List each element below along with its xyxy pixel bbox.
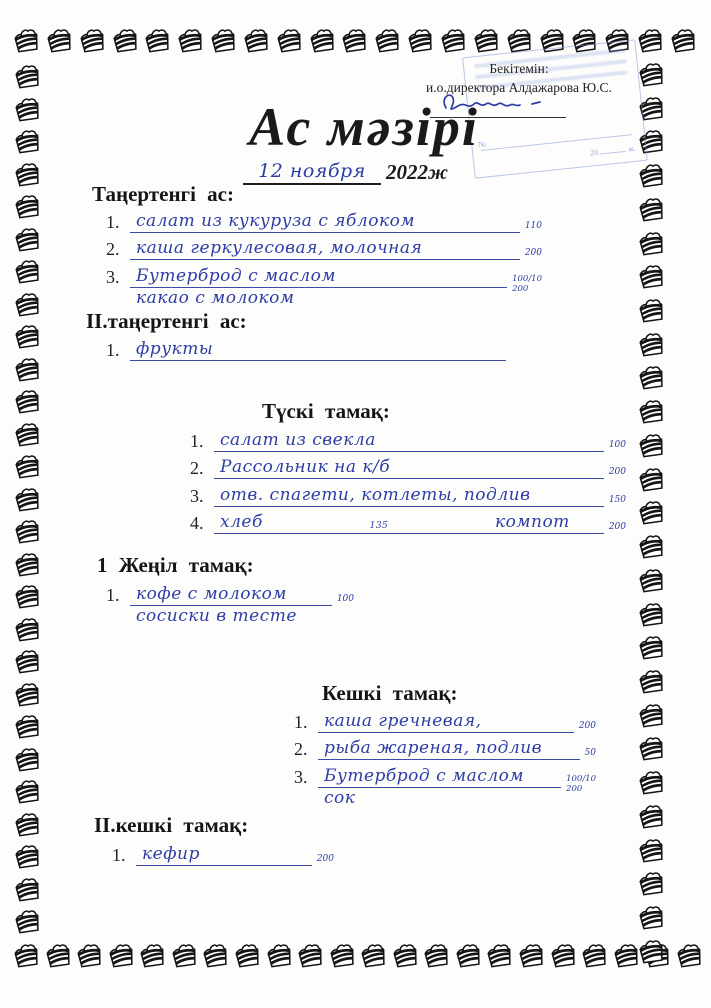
- cake-slice-icon: [43, 24, 76, 57]
- item-number: 1.: [294, 711, 308, 732]
- item-text: рыба жареная, подлив: [318, 738, 580, 760]
- cake-slice-icon: [635, 294, 668, 327]
- cake-slice-icon: [11, 775, 44, 808]
- stamp-number-label: №: [477, 139, 487, 150]
- cake-slice-icon: [11, 580, 44, 613]
- item-text: салат из кукуруза с яблоком: [130, 211, 520, 233]
- menu-item: [294, 705, 596, 733]
- cake-slice-icon: [635, 699, 668, 732]
- cake-slice-icon: [11, 515, 44, 548]
- cake-slice-icon: [635, 732, 668, 765]
- cake-slice-icon: [326, 939, 359, 972]
- cake-slice-icon: [11, 613, 44, 646]
- cake-slice-icon: [42, 939, 75, 972]
- approval-director: и.о.директора Алдажарова Ю.С.: [426, 79, 612, 95]
- portion-weight: 100: [336, 593, 354, 604]
- menu-item-continuation: [294, 788, 596, 809]
- section-heading-second-breakfast: ІІ.таңертенгі ас:: [86, 309, 247, 333]
- menu-item-continuation: [106, 606, 354, 627]
- cake-slice-icon: [76, 24, 109, 57]
- cake-slice-icon: [11, 385, 44, 418]
- cake-slice-icon: [141, 24, 174, 57]
- cake-slice-icon: [547, 939, 580, 972]
- portion-weight: 100/10 200: [512, 274, 542, 295]
- cake-slice-icon: [11, 710, 44, 743]
- cake-slice-icon: [11, 320, 44, 353]
- cake-slice-icon: [470, 24, 503, 57]
- cake-slice-icon: [11, 645, 44, 678]
- cake-slice-icon: [73, 939, 106, 972]
- portion-weight: 200: [316, 853, 334, 864]
- portion-weight: 200: [578, 720, 596, 731]
- cake-slice-icon: [168, 939, 201, 972]
- menu-item: [106, 578, 354, 606]
- cake-slice-icon: [11, 125, 44, 158]
- cake-slice-icon: [11, 678, 44, 711]
- item-text: сок: [324, 787, 356, 808]
- second-breakfast-items: [106, 333, 506, 361]
- cake-slice-icon: [635, 395, 668, 428]
- menu-item: [106, 233, 542, 261]
- portion-weight: 200: [608, 522, 626, 532]
- cake-slice-icon: [11, 190, 44, 223]
- cake-slice-icon: [306, 24, 339, 57]
- item-text: Бутерброд с маслом: [318, 766, 561, 788]
- cake-slice-icon: [673, 939, 706, 972]
- cake-slice-icon: [240, 24, 273, 57]
- section-heading-breakfast: Таңертенгі ас:: [92, 182, 234, 206]
- item-text: какао с молоком: [136, 287, 295, 308]
- date-year-printed: 2022ж: [386, 160, 448, 184]
- cake-slice-icon: [635, 631, 668, 664]
- portion-weight: 200: [524, 248, 542, 258]
- cake-slice-icon: [207, 24, 240, 57]
- cake-slice-icon: [635, 362, 668, 395]
- cake-slice-icon: [635, 867, 668, 900]
- menu-item-continuation: [106, 288, 542, 309]
- bread-weight: 135: [369, 521, 389, 531]
- menu-item: [106, 260, 542, 295]
- border-bottom: [12, 941, 704, 973]
- portion-weight: 100: [608, 439, 626, 450]
- item-number: 1.: [106, 339, 120, 360]
- cake-slice-icon: [635, 901, 668, 934]
- cake-slice-icon: [634, 24, 667, 57]
- menu-item: [294, 760, 596, 795]
- portion-weight: 200: [608, 467, 626, 477]
- menu-item: [190, 424, 626, 452]
- cake-slice-icon: [635, 496, 668, 529]
- cake-slice-icon: [437, 24, 470, 57]
- item-number: 2.: [190, 458, 204, 478]
- cake-slice-icon: [11, 743, 44, 776]
- lunch-items: [190, 424, 626, 534]
- cake-slice-icon: [11, 255, 44, 288]
- page-title: Ас мәзірі: [249, 97, 479, 157]
- cake-slice-icon: [635, 665, 668, 698]
- border-left: [13, 62, 45, 936]
- cake-slice-icon: [11, 483, 44, 516]
- cake-slice-icon: [635, 598, 668, 631]
- cake-slice-icon: [11, 223, 44, 256]
- item-number: 1.: [106, 584, 120, 605]
- cake-slice-icon: [10, 939, 43, 972]
- cake-slice-icon: [357, 939, 390, 972]
- cake-slice-icon: [667, 24, 700, 57]
- section-heading-light-meal: 1 Жеңіл тамақ:: [97, 553, 254, 577]
- cake-slice-icon: [578, 939, 611, 972]
- section-heading-lunch: Түскі тамақ:: [262, 399, 390, 423]
- cake-slice-icon: [263, 939, 296, 972]
- second-dinner-items: [112, 838, 334, 866]
- cake-slice-icon: [635, 530, 668, 563]
- cake-slice-icon: [635, 159, 668, 192]
- portion-weight: 100/10 200: [566, 774, 596, 795]
- cake-slice-icon: [389, 939, 422, 972]
- cake-slice-icon: [109, 24, 142, 57]
- item-text: хлеб 135 компот: [214, 512, 604, 534]
- approval-label: Бекітемін:: [489, 61, 549, 76]
- item-text: фрукты: [130, 339, 506, 361]
- cake-slice-icon: [11, 60, 44, 93]
- cake-slice-icon: [11, 353, 44, 386]
- date-line: [243, 160, 448, 185]
- cake-slice-icon: [484, 939, 517, 972]
- cake-slice-icon: [635, 935, 668, 968]
- cake-slice-icon: [11, 905, 44, 938]
- cake-slice-icon: [294, 939, 327, 972]
- item-text: отв. спагети, котлеты, подлив: [214, 485, 604, 507]
- portion-weight: 150: [608, 494, 626, 505]
- date-handwritten: 12 ноября: [243, 160, 381, 185]
- menu-item: [294, 733, 596, 761]
- cake-slice-icon: [11, 288, 44, 321]
- cake-slice-icon: [105, 939, 138, 972]
- cake-slice-icon: [452, 939, 485, 972]
- stamp-year: 20 ж.: [589, 143, 637, 158]
- menu-item: [106, 333, 506, 361]
- cake-slice-icon: [199, 939, 232, 972]
- cake-slice-icon: [11, 808, 44, 841]
- cake-slice-icon: [136, 939, 169, 972]
- item-text: салат из свекла: [214, 430, 604, 452]
- cake-slice-icon: [11, 873, 44, 906]
- item-number: 2.: [294, 739, 308, 759]
- item-text: кефир: [136, 844, 312, 866]
- cake-slice-icon: [11, 158, 44, 191]
- cake-slice-icon: [231, 939, 264, 972]
- item-number: 3.: [294, 766, 308, 787]
- cake-slice-icon: [515, 939, 548, 972]
- cake-slice-icon: [371, 24, 404, 57]
- menu-item: [112, 838, 334, 866]
- item-number: 3.: [190, 485, 204, 506]
- item-number: 4.: [190, 513, 204, 533]
- cake-slice-icon: [635, 193, 668, 226]
- item-number: 1.: [190, 430, 204, 451]
- cake-slice-icon: [635, 463, 668, 496]
- border-right: [637, 60, 669, 966]
- menu-item: [190, 507, 626, 535]
- dinner-items: [294, 705, 596, 809]
- item-number: 3.: [106, 266, 120, 287]
- cake-slice-icon: [635, 834, 668, 867]
- portion-weight: 50: [584, 748, 596, 758]
- item-text: Рассольник на к/б: [214, 457, 604, 479]
- cake-slice-icon: [11, 840, 44, 873]
- menu-item: [106, 205, 542, 233]
- item-text: каша геркулесовая, молочная: [130, 238, 520, 260]
- cake-slice-icon: [635, 800, 668, 833]
- cake-slice-icon: [635, 227, 668, 260]
- item-text: кофе с молоком: [130, 584, 332, 606]
- cake-slice-icon: [10, 24, 43, 57]
- section-heading-dinner: Кешкі тамақ:: [322, 681, 458, 705]
- item-text: каша гречневая,: [318, 711, 574, 733]
- cake-slice-icon: [11, 93, 44, 126]
- item-text: Бутерброд с маслом: [130, 266, 507, 288]
- item-number: 1.: [106, 211, 120, 232]
- menu-item: [190, 452, 626, 480]
- cake-slice-icon: [404, 24, 437, 57]
- item-number: 1.: [112, 844, 126, 865]
- cake-slice-icon: [273, 24, 306, 57]
- menu-item: [190, 479, 626, 507]
- cake-slice-icon: [11, 548, 44, 581]
- cake-slice-icon: [11, 418, 44, 451]
- light-meal-items: [106, 578, 354, 627]
- section-heading-second-dinner: ІІ.кешкі тамақ:: [94, 813, 249, 837]
- cake-slice-icon: [635, 328, 668, 361]
- cake-slice-icon: [635, 429, 668, 462]
- cake-slice-icon: [420, 939, 453, 972]
- cake-slice-icon: [11, 450, 44, 483]
- cake-slice-icon: [635, 766, 668, 799]
- breakfast-items: [106, 205, 542, 309]
- item-number: 2.: [106, 239, 120, 259]
- item-text: сосиски в тесте: [136, 605, 297, 626]
- cake-slice-icon: [339, 24, 372, 57]
- cake-slice-icon: [635, 564, 668, 597]
- cake-slice-icon: [635, 260, 668, 293]
- portion-weight: 110: [524, 220, 542, 231]
- cake-slice-icon: [174, 24, 207, 57]
